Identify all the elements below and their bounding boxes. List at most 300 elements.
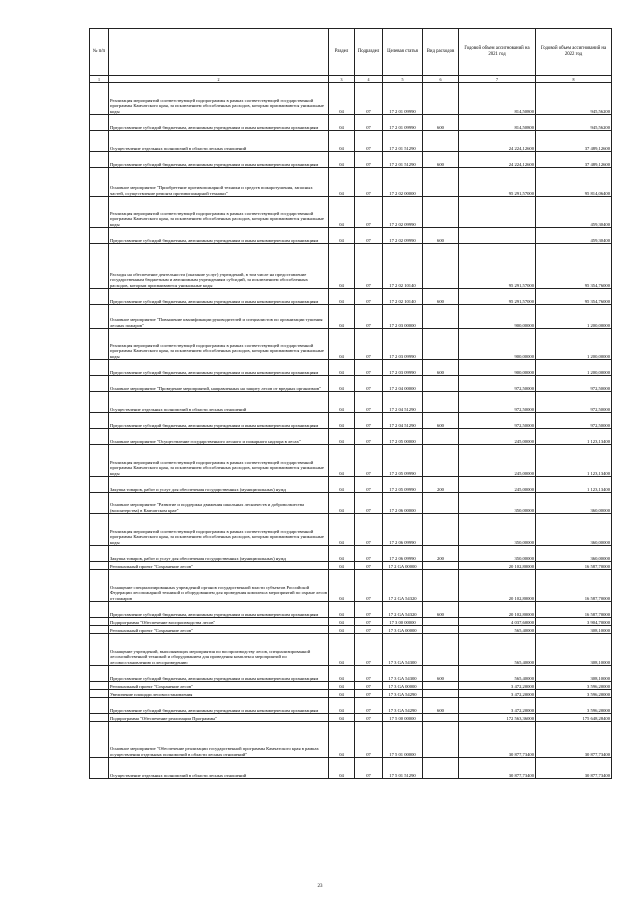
table-row	[90, 690, 612, 698]
row-amount-2022: 972,50000	[536, 392, 612, 413]
row-amount-2022: 95 354,76000	[536, 289, 612, 305]
row-razdel: 04	[329, 722, 355, 758]
row-razdel: 04	[329, 244, 355, 289]
row-podrazdel: 07	[355, 682, 383, 690]
row-target-article: 17 2 05 00000	[383, 429, 423, 445]
row-expense-type: 600	[423, 413, 459, 429]
row-razdel: 04	[329, 477, 355, 493]
table-row	[90, 360, 612, 376]
row-number	[90, 413, 109, 429]
row-podrazdel: 07	[355, 445, 383, 477]
row-podrazdel: 07	[355, 392, 383, 413]
row-amount-2022: 175 648,28400	[536, 714, 612, 722]
row-target-article: 17 3 GA 00000	[383, 682, 423, 690]
row-amount-2021: 20 102,80000	[459, 570, 536, 602]
row-amount-2021: 814,50800	[459, 83, 536, 115]
header-podrazdel: Подраздел	[355, 29, 383, 76]
row-podrazdel: 07	[355, 429, 383, 445]
table-row	[90, 666, 612, 682]
row-name: Осуществление отдельных полномочий в области лесных отношений	[109, 392, 329, 413]
row-target-article: 17 2 05 09990	[383, 477, 423, 493]
row-amount-2022: 30 877,73400	[536, 758, 612, 779]
row-amount-2021: 565,40000	[459, 666, 536, 682]
row-number	[90, 244, 109, 289]
row-razdel: 04	[329, 493, 355, 514]
row-razdel: 04	[329, 131, 355, 152]
row-number	[90, 329, 109, 360]
table-row	[90, 477, 612, 493]
table-row	[90, 244, 612, 289]
row-amount-2021: 172 563,36000	[459, 714, 536, 722]
header-expense-type: Вид расходов	[423, 29, 459, 76]
row-razdel: 04	[329, 329, 355, 360]
row-number	[90, 514, 109, 546]
row-amount-2022: 360,00000	[536, 546, 612, 562]
row-amount-2021: 972,50000	[459, 413, 536, 429]
row-razdel: 04	[329, 360, 355, 376]
row-target-article: 17 3 GA 54300	[383, 634, 423, 666]
row-target-article: 17 2 02 00000	[383, 168, 423, 197]
row-podrazdel: 07	[355, 758, 383, 779]
row-target-article: 17 2 01 09990	[383, 115, 423, 131]
row-expense-type	[423, 83, 459, 115]
row-name: Подпрограмма "Обеспечение воспроизводства лесов"	[109, 618, 329, 626]
row-razdel: 04	[329, 392, 355, 413]
row-amount-2022: 360,00000	[536, 514, 612, 546]
row-name: Предоставление субсидий бюджетным, автономным учреждениям и иным некоммерческим организациям	[109, 289, 329, 305]
row-name: Основное мероприятие "Повышение квалификации руководителей и специалистов по организации тушения лесных пожаров"	[109, 305, 329, 329]
row-amount-2021: 3 472,20000	[459, 682, 536, 690]
table-body	[90, 83, 612, 779]
row-amount-2022: 972,50000	[536, 376, 612, 392]
row-name: Оснащение учреждений, выполняющих мероприятия по воспроизводству лесов, специализированной лесохозяйственной техникой и оборудованием для проведения комплекса мероприятий по лесовосстановлению и лесоразведению	[109, 634, 329, 666]
row-expense-type: 600	[423, 228, 459, 244]
row-amount-2021: 900,00000	[459, 305, 536, 329]
row-podrazdel: 07	[355, 376, 383, 392]
row-razdel: 04	[329, 562, 355, 570]
row-target-article: 17 2 01 51290	[383, 131, 423, 152]
row-amount-2021: 30 877,73400	[459, 722, 536, 758]
row-podrazdel: 07	[355, 714, 383, 722]
row-expense-type	[423, 392, 459, 413]
table-row	[90, 758, 612, 779]
row-razdel: 04	[329, 197, 355, 228]
row-amount-2021: 30 877,73400	[459, 758, 536, 779]
row-amount-2021: 972,50000	[459, 376, 536, 392]
row-amount-2022: 95 814,06400	[536, 168, 612, 197]
row-amount-2022: 1 123,13400	[536, 477, 612, 493]
row-name: Реализация мероприятий соответствующей подпрограммы в рамках соответствующей государственной программы Камчатского края, за исключением обособленных расходов, которым присваиваются уникальные коды	[109, 83, 329, 115]
row-podrazdel: 07	[355, 570, 383, 602]
row-amount-2022: 945,56200	[536, 83, 612, 115]
row-amount-2022: 308,10000	[536, 634, 612, 666]
row-name: Предоставление субсидий бюджетным, автономным учреждениям и иным некоммерческим организациям	[109, 413, 329, 429]
row-expense-type	[423, 429, 459, 445]
row-expense-type: 600	[423, 152, 459, 168]
row-amount-2021	[459, 197, 536, 228]
row-name: Основное мероприятие "Развитие и поддержка движения школьных лесничеств и добровольчества (волонтерства) в Камчатском крае"	[109, 493, 329, 514]
row-target-article: 17 2 04 00000	[383, 376, 423, 392]
row-amount-2021: 565,40000	[459, 634, 536, 666]
row-number	[90, 682, 109, 690]
row-target-article: 17 2 04 51290	[383, 413, 423, 429]
row-expense-type: 600	[423, 360, 459, 376]
row-amount-2022: 37 489,12600	[536, 152, 612, 168]
row-podrazdel: 07	[355, 289, 383, 305]
col-num: 3	[329, 76, 355, 83]
table-row	[90, 83, 612, 115]
row-number	[90, 305, 109, 329]
row-podrazdel: 07	[355, 152, 383, 168]
row-number	[90, 546, 109, 562]
column-numbers-row	[90, 76, 612, 83]
row-amount-2022: 945,56200	[536, 115, 612, 131]
row-razdel: 04	[329, 514, 355, 546]
row-name: Основное мероприятие "Обеспечение реализации государственной программы Камчатского края в рамках осуществления отдельных полномочий в области лесных отношений"	[109, 722, 329, 758]
row-podrazdel: 07	[355, 514, 383, 546]
table-row	[90, 618, 612, 626]
row-name: Предоставление субсидий бюджетным, автономным учреждениям и иным некоммерческим организациям	[109, 666, 329, 682]
row-name: Закупка товаров, работ и услуг для обеспечения государственных (муниципальных) нужд	[109, 477, 329, 493]
row-expense-type	[423, 682, 459, 690]
row-expense-type	[423, 562, 459, 570]
row-target-article: 17 2 06 09990	[383, 514, 423, 546]
table-row	[90, 429, 612, 445]
table-row	[90, 570, 612, 602]
table-row	[90, 602, 612, 618]
row-amount-2022: 459,30400	[536, 228, 612, 244]
row-number	[90, 477, 109, 493]
row-expense-type: 600	[423, 115, 459, 131]
row-name: Увеличение площади лесовосстановления	[109, 690, 329, 698]
row-target-article: 17 2 GA 54320	[383, 570, 423, 602]
row-name: Региональный проект "Сохранение лесов"	[109, 562, 329, 570]
row-target-article: 17 2 02 10140	[383, 289, 423, 305]
row-podrazdel: 07	[355, 228, 383, 244]
row-amount-2022: 308,10000	[536, 626, 612, 634]
row-amount-2021: 20 102,80000	[459, 562, 536, 570]
row-podrazdel: 07	[355, 626, 383, 634]
row-amount-2022: 972,50000	[536, 413, 612, 429]
row-podrazdel: 07	[355, 329, 383, 360]
row-amount-2021: 3 472,20000	[459, 690, 536, 698]
row-podrazdel: 07	[355, 413, 383, 429]
row-amount-2021: 900,00000	[459, 360, 536, 376]
row-target-article: 17 2 06 00000	[383, 493, 423, 514]
row-amount-2022: 30 877,73400	[536, 722, 612, 758]
row-number	[90, 392, 109, 413]
row-target-article: 17 3 GA 54290	[383, 698, 423, 714]
row-name: Подпрограмма "Обеспечение реализации Программы"	[109, 714, 329, 722]
row-amount-2022: 1 123,13400	[536, 429, 612, 445]
row-razdel: 04	[329, 758, 355, 779]
row-podrazdel: 07	[355, 360, 383, 376]
row-target-article: 17 2 01 51290	[383, 152, 423, 168]
budget-table	[89, 28, 612, 779]
row-amount-2021: 24 224,12600	[459, 152, 536, 168]
row-amount-2021	[459, 228, 536, 244]
row-amount-2022: 37 489,12600	[536, 131, 612, 152]
row-number	[90, 618, 109, 626]
row-name: Региональный проект "Сохранение лесов"	[109, 626, 329, 634]
table-row	[90, 131, 612, 152]
table-row	[90, 493, 612, 514]
row-number	[90, 131, 109, 152]
row-podrazdel: 07	[355, 666, 383, 682]
row-expense-type: 600	[423, 698, 459, 714]
row-target-article: 17 2 02 09990	[383, 228, 423, 244]
row-expense-type	[423, 244, 459, 289]
row-podrazdel: 07	[355, 477, 383, 493]
row-target-article: 17 5 00 00000	[383, 714, 423, 722]
table-row	[90, 514, 612, 546]
row-razdel: 04	[329, 618, 355, 626]
row-expense-type: 600	[423, 602, 459, 618]
table-row	[90, 289, 612, 305]
row-amount-2022: 360,00000	[536, 493, 612, 514]
row-target-article: 17 2 01 09990	[383, 83, 423, 115]
row-target-article: 17 2 03 09990	[383, 360, 423, 376]
row-expense-type	[423, 305, 459, 329]
row-amount-2022: 3 904,70000	[536, 618, 612, 626]
row-razdel: 04	[329, 634, 355, 666]
row-amount-2021: 95 291,57000	[459, 168, 536, 197]
row-amount-2022: 3 596,20000	[536, 682, 612, 690]
row-number	[90, 376, 109, 392]
row-podrazdel: 07	[355, 618, 383, 626]
row-target-article: 17 3 GA 54300	[383, 666, 423, 682]
row-amount-2022: 3 596,20000	[536, 690, 612, 698]
table-row	[90, 152, 612, 168]
row-amount-2022: 1 123,13400	[536, 445, 612, 477]
row-razdel: 04	[329, 413, 355, 429]
row-razdel: 04	[329, 429, 355, 445]
row-amount-2022: 1 200,00000	[536, 360, 612, 376]
row-podrazdel: 07	[355, 131, 383, 152]
table-row	[90, 115, 612, 131]
row-razdel: 04	[329, 546, 355, 562]
row-target-article: 17 2 02 10140	[383, 244, 423, 289]
row-name: Расходы на обеспечение деятельности (оказание услуг) учреждений, в том числе на предоставление государственным бюджетным и автономным учреждениям субсидий, за исключением обособленных расходов, которым присваиваются уникальные коды	[109, 244, 329, 289]
row-target-article: 17 3 GA 00000	[383, 626, 423, 634]
row-razdel: 04	[329, 305, 355, 329]
table-row	[90, 562, 612, 570]
row-expense-type	[423, 131, 459, 152]
row-name: Реализация мероприятий соответствующей подпрограммы в рамках соответствующей государственной программы Камчатского края, за исключением обособленных расходов, которым присваиваются уникальные коды	[109, 197, 329, 228]
row-expense-type	[423, 197, 459, 228]
row-razdel: 04	[329, 83, 355, 115]
row-number	[90, 698, 109, 714]
row-target-article: 17 2 02 09990	[383, 197, 423, 228]
row-amount-2021: 245,00000	[459, 445, 536, 477]
row-name: Предоставление субсидий бюджетным, автономным учреждениям и иным некоммерческим организациям	[109, 152, 329, 168]
row-amount-2021: 95 291,57000	[459, 244, 536, 289]
row-podrazdel: 07	[355, 602, 383, 618]
row-number	[90, 360, 109, 376]
row-amount-2021: 350,00000	[459, 546, 536, 562]
table-row	[90, 626, 612, 634]
table-row	[90, 228, 612, 244]
row-expense-type	[423, 714, 459, 722]
row-name: Основное мероприятие "Осуществление государственного лесного и пожарного надзора в лесах"	[109, 429, 329, 445]
table-row	[90, 714, 612, 722]
row-number	[90, 626, 109, 634]
row-expense-type	[423, 626, 459, 634]
col-num: 6	[423, 76, 459, 83]
row-amount-2021: 4 037,60000	[459, 618, 536, 626]
row-name: Оснащение специализированных учреждений органов государственной власти субъектов Российской Федерации лесопожарной техникой и оборудованием для проведения комплекса мероприятий по охране лесов от пожаров	[109, 570, 329, 602]
row-number	[90, 714, 109, 722]
row-expense-type: 600	[423, 289, 459, 305]
row-number	[90, 562, 109, 570]
row-razdel: 04	[329, 168, 355, 197]
row-amount-2021: 245,00000	[459, 429, 536, 445]
header-2022: Годовой объем ассигнований на 2022 год	[536, 29, 612, 76]
row-target-article: 17 2 GA 00000	[383, 562, 423, 570]
row-name: Закупка товаров, работ и услуг для обеспечения государственных (муниципальных) нужд	[109, 546, 329, 562]
row-name: Осуществление отдельных полномочий в области лесных отношений	[109, 131, 329, 152]
row-podrazdel: 07	[355, 493, 383, 514]
header-name	[109, 29, 329, 76]
row-number	[90, 445, 109, 477]
row-amount-2021: 20 102,80000	[459, 602, 536, 618]
row-expense-type	[423, 634, 459, 666]
row-razdel: 04	[329, 714, 355, 722]
table-row	[90, 698, 612, 714]
row-amount-2021: 3 472,20000	[459, 698, 536, 714]
row-razdel: 04	[329, 152, 355, 168]
row-expense-type	[423, 618, 459, 626]
row-expense-type: 200	[423, 477, 459, 493]
row-podrazdel: 07	[355, 197, 383, 228]
table-row	[90, 392, 612, 413]
row-number	[90, 168, 109, 197]
table-row	[90, 634, 612, 666]
col-num: 5	[383, 76, 423, 83]
row-target-article: 17 2 06 09990	[383, 546, 423, 562]
row-razdel: 04	[329, 690, 355, 698]
table-header-row	[90, 29, 612, 76]
row-number	[90, 758, 109, 779]
table-row	[90, 329, 612, 360]
row-podrazdel: 07	[355, 115, 383, 131]
row-razdel: 04	[329, 682, 355, 690]
row-podrazdel: 07	[355, 546, 383, 562]
row-podrazdel: 07	[355, 634, 383, 666]
row-razdel: 04	[329, 228, 355, 244]
row-number	[90, 228, 109, 244]
row-expense-type	[423, 758, 459, 779]
header-number: № п/п	[90, 29, 109, 76]
row-expense-type	[423, 514, 459, 546]
row-amount-2021: 24 224,12600	[459, 131, 536, 152]
row-razdel: 04	[329, 570, 355, 602]
row-name: Предоставление субсидий бюджетным, автономным учреждениям и иным некоммерческим организациям	[109, 228, 329, 244]
table-row	[90, 445, 612, 477]
row-amount-2022: 459,30400	[536, 197, 612, 228]
row-expense-type	[423, 722, 459, 758]
row-name: Основное мероприятие "Проведение мероприятий, направленных на защиту лесов от вредных организмов"	[109, 376, 329, 392]
col-num: 2	[109, 76, 329, 83]
row-number	[90, 429, 109, 445]
row-expense-type	[423, 168, 459, 197]
row-amount-2021: 900,00000	[459, 329, 536, 360]
col-num: 1	[90, 76, 109, 83]
col-num: 7	[459, 76, 536, 83]
row-amount-2021: 245,00000	[459, 477, 536, 493]
row-target-article: 17 3 00 00000	[383, 618, 423, 626]
row-number	[90, 634, 109, 666]
row-podrazdel: 07	[355, 722, 383, 758]
row-amount-2022: 1 200,00000	[536, 329, 612, 360]
row-amount-2021: 565,40000	[459, 626, 536, 634]
row-expense-type	[423, 690, 459, 698]
row-name: Региональный проект "Сохранение лесов"	[109, 682, 329, 690]
row-name: Реализация мероприятий соответствующей подпрограммы в рамках соответствующей государственной программы Камчатского края, за исключением обособленных расходов, которым присваиваются уникальные коды	[109, 514, 329, 546]
row-amount-2022: 16 587,70000	[536, 570, 612, 602]
row-amount-2021: 350,00000	[459, 493, 536, 514]
row-podrazdel: 07	[355, 244, 383, 289]
row-amount-2021: 972,50000	[459, 392, 536, 413]
row-expense-type: 600	[423, 666, 459, 682]
row-number	[90, 115, 109, 131]
row-podrazdel: 07	[355, 562, 383, 570]
row-target-article: 17 5 01 00000	[383, 722, 423, 758]
row-number	[90, 666, 109, 682]
table-row	[90, 197, 612, 228]
row-amount-2021: 814,50800	[459, 115, 536, 131]
row-amount-2022: 95 354,76000	[536, 244, 612, 289]
row-name: Реализация мероприятий соответствующей подпрограммы в рамках соответствующей государственной программы Камчатского края, за исключением обособленных расходов, которым присваиваются уникальные коды	[109, 329, 329, 360]
header-2021: Годовой объем ассигнований на 2021 год	[459, 29, 536, 76]
row-number	[90, 197, 109, 228]
row-podrazdel: 07	[355, 83, 383, 115]
table-row	[90, 376, 612, 392]
row-expense-type	[423, 376, 459, 392]
table-row	[90, 546, 612, 562]
row-razdel: 04	[329, 445, 355, 477]
row-target-article: 17 2 GA 54320	[383, 602, 423, 618]
row-number	[90, 493, 109, 514]
row-name: Предоставление субсидий бюджетным, автономным учреждениям и иным некоммерческим организациям	[109, 360, 329, 376]
page-number: 23	[317, 884, 323, 889]
row-name: Предоставление субсидий бюджетным, автономным учреждениям и иным некоммерческим организациям	[109, 602, 329, 618]
col-num: 8	[536, 76, 612, 83]
row-name: Предоставление субсидий бюджетным, автономным учреждениям и иным некоммерческим организациям	[109, 115, 329, 131]
row-target-article: 17 2 04 51290	[383, 392, 423, 413]
row-target-article: 17 2 03 09990	[383, 329, 423, 360]
table-row	[90, 168, 612, 197]
row-podrazdel: 07	[355, 698, 383, 714]
header-target-article: Целевая статья	[383, 29, 423, 76]
row-amount-2021: 95 291,57000	[459, 289, 536, 305]
row-number	[90, 570, 109, 602]
row-podrazdel: 07	[355, 690, 383, 698]
row-razdel: 04	[329, 376, 355, 392]
row-amount-2022: 3 596,20000	[536, 698, 612, 714]
header-razdel: Раздел	[329, 29, 355, 76]
row-podrazdel: 07	[355, 168, 383, 197]
row-razdel: 04	[329, 698, 355, 714]
row-number	[90, 289, 109, 305]
row-number	[90, 602, 109, 618]
row-number	[90, 690, 109, 698]
row-target-article: 17 2 05 09990	[383, 445, 423, 477]
row-amount-2022: 308,10000	[536, 666, 612, 682]
row-name: Осуществление отдельных полномочий в области лесных отношений	[109, 758, 329, 779]
table-row	[90, 413, 612, 429]
table-row	[90, 722, 612, 758]
